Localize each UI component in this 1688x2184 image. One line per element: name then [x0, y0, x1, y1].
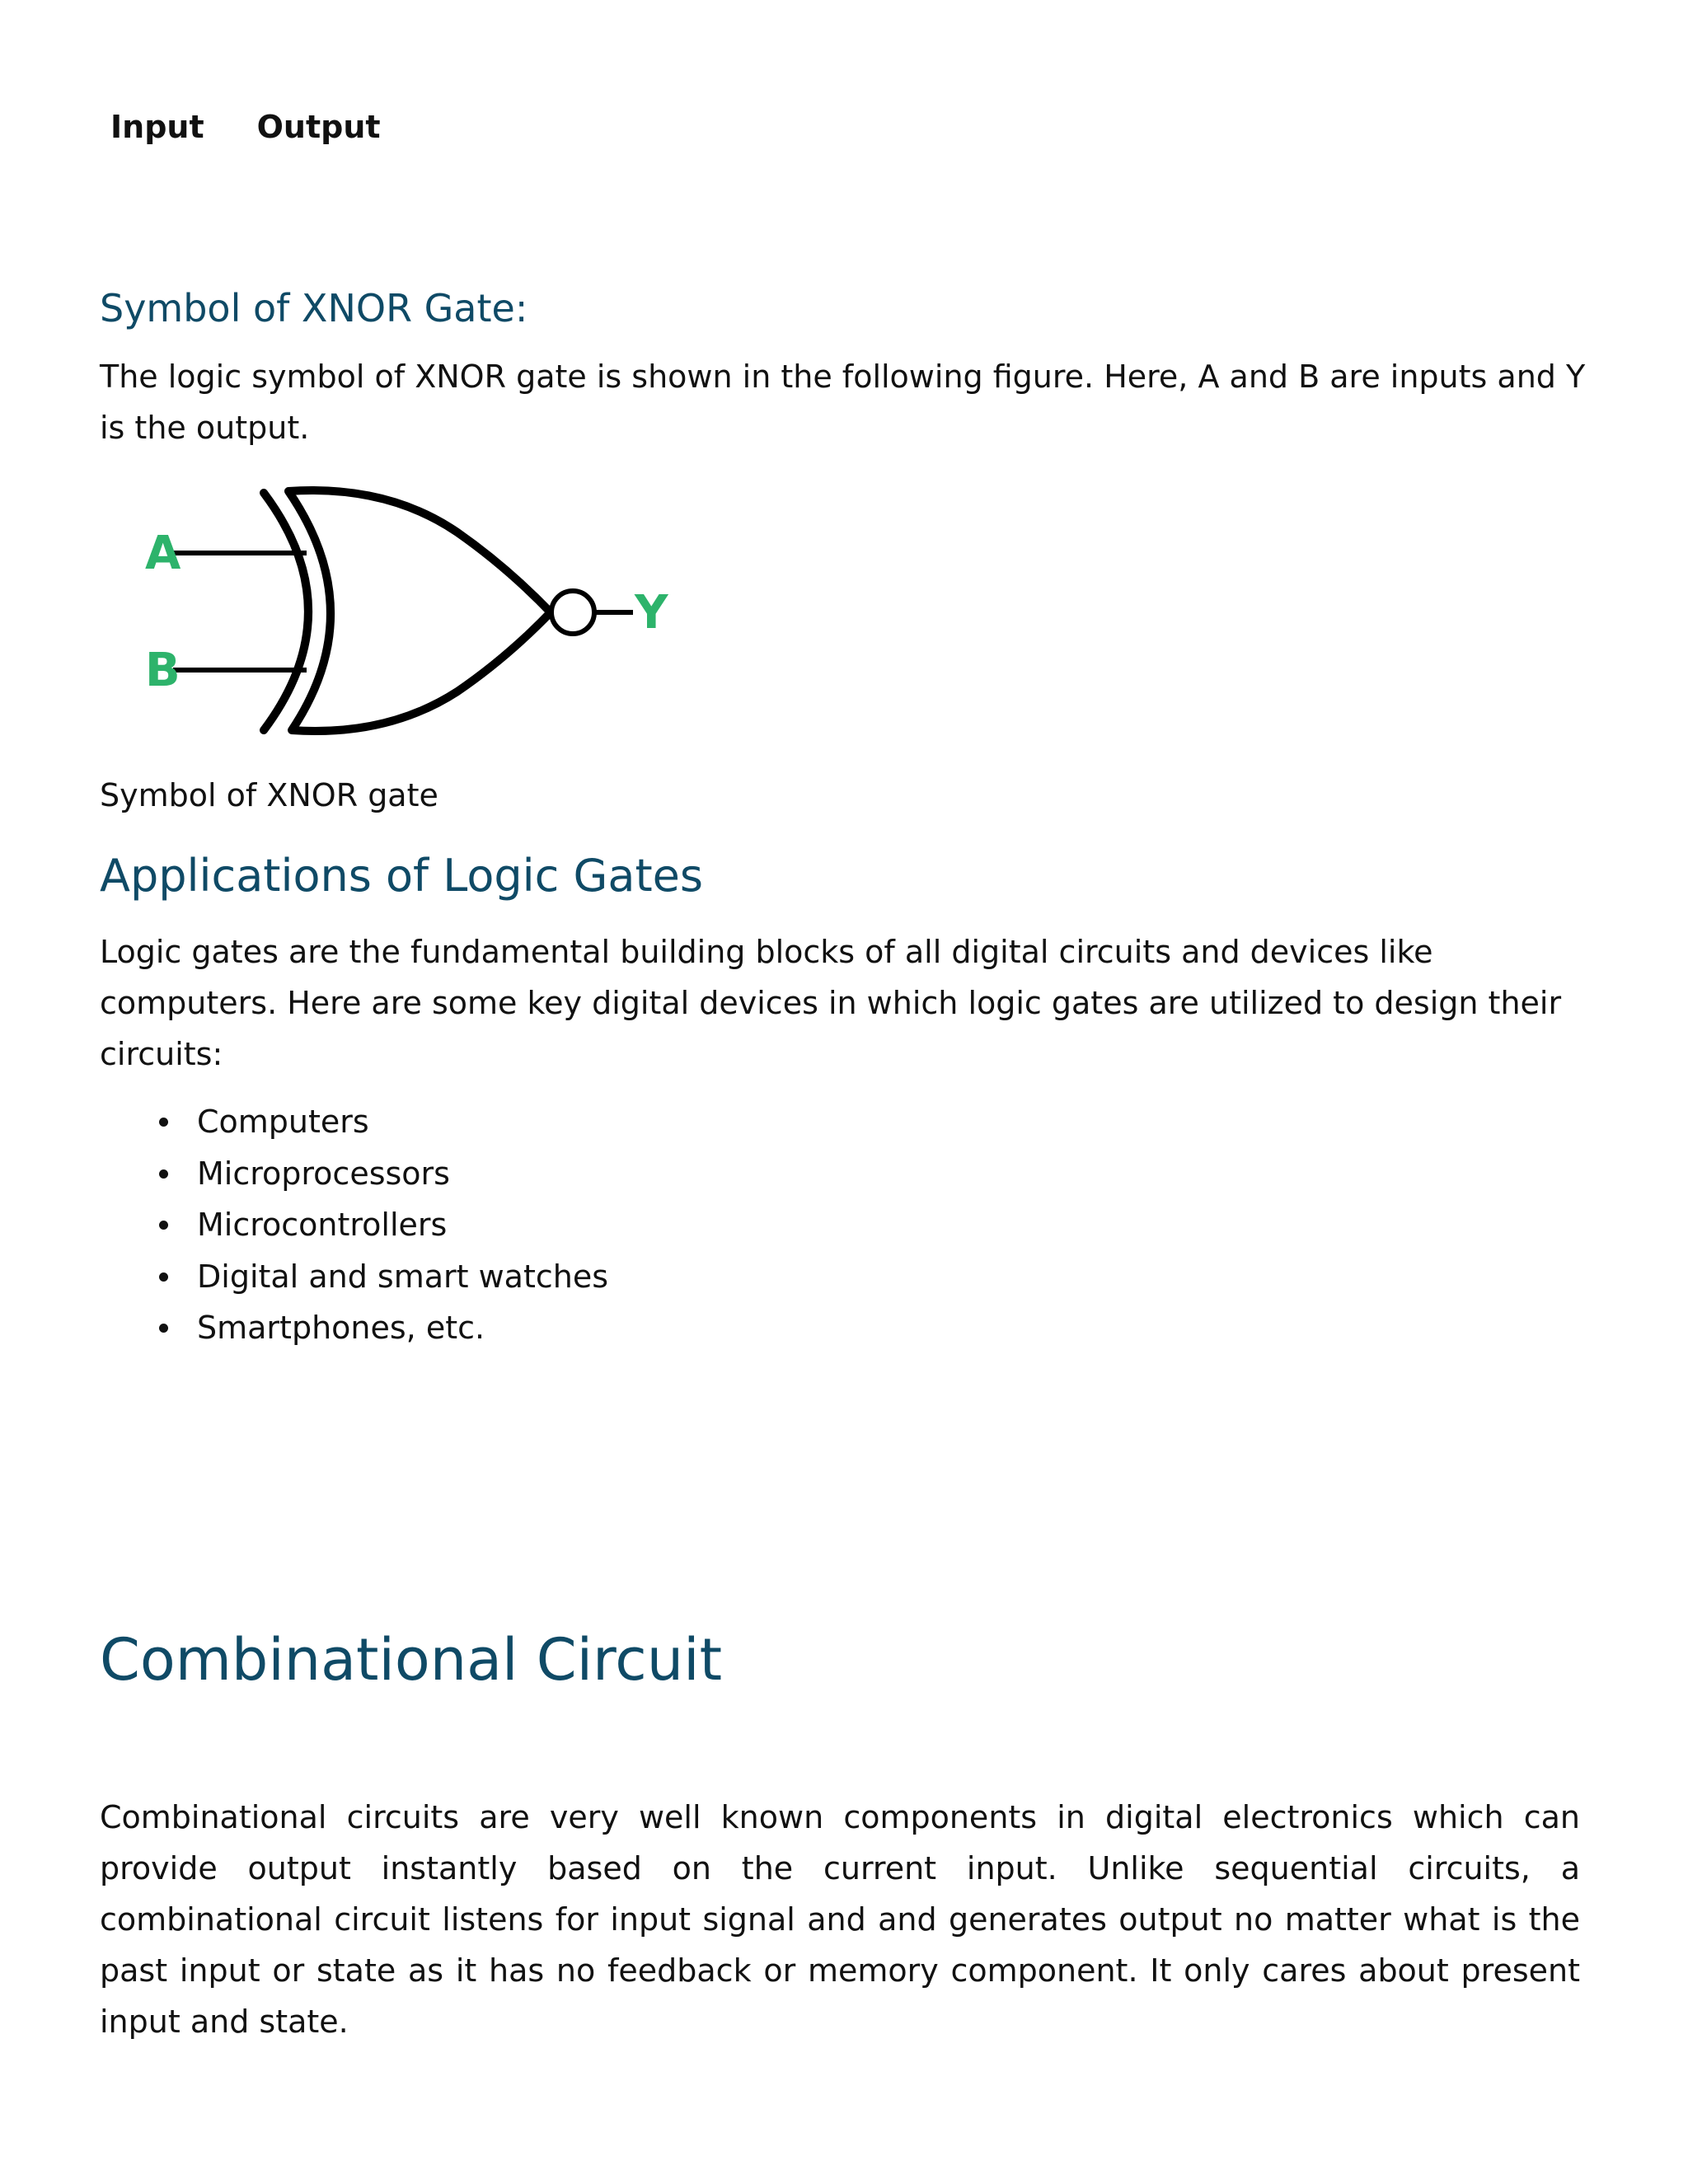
list-item: [100, 1251, 608, 1303]
list-item-label: Computers: [197, 1104, 369, 1140]
bullet-icon: [159, 1324, 168, 1333]
xnor-symbol-heading: Symbol of XNOR Gate:: [100, 286, 528, 330]
or-body: [288, 490, 551, 731]
bullet-icon: [159, 1118, 168, 1127]
truth-table-header: [110, 104, 381, 150]
bullet-icon: [159, 1221, 168, 1230]
list-item: [100, 1302, 608, 1354]
list-item: [100, 1199, 608, 1251]
input-a-label: A: [145, 527, 181, 580]
xnor-intro-paragraph: The logic symbol of XNOR gate is shown in the following figure. Here, A and B are inputs and Y is the output.: [100, 359, 1586, 446]
output-column-header: Output: [256, 109, 381, 145]
xnor-figure-caption: Symbol of XNOR gate: [100, 777, 438, 813]
combinational-circuit-heading: Combinational Circuit: [100, 1626, 723, 1694]
list-item: [100, 1096, 608, 1148]
xnor-extra-curve: [264, 493, 308, 730]
applications-list: [100, 1096, 608, 1354]
applications-heading: Applications of Logic Gates: [100, 850, 704, 902]
output-y-label: Y: [635, 586, 668, 640]
xnor-gate-symbol: [132, 478, 692, 750]
input-column-header: Input: [110, 109, 204, 145]
list-item-label: Smartphones, etc.: [197, 1310, 485, 1346]
list-item-label: Microcontrollers: [197, 1207, 448, 1243]
list-item-label: Digital and smart watches: [197, 1258, 609, 1295]
bullet-icon: [159, 1169, 168, 1179]
list-item: [100, 1148, 608, 1200]
bullet-icon: [159, 1272, 168, 1282]
applications-paragraph: Logic gates are the fundamental building blocks of all digital circuits and devices like computers. Here are some key digital devices in which logic gates are utilized to design their circuits:: [100, 934, 1562, 1072]
inversion-bubble: [551, 591, 594, 634]
combinational-paragraph: Combinational circuits are very well known components in digital electronics which can provide output instantly based on the current input. Unlike sequential circuits, a combinational circuit listens for input signal and and generates output no matter what is the past input or state as it has no feedback or memory component. It only cares about present input and state.: [100, 1799, 1580, 2040]
input-b-label: B: [145, 644, 181, 697]
list-item-label: Microprocessors: [197, 1155, 450, 1192]
